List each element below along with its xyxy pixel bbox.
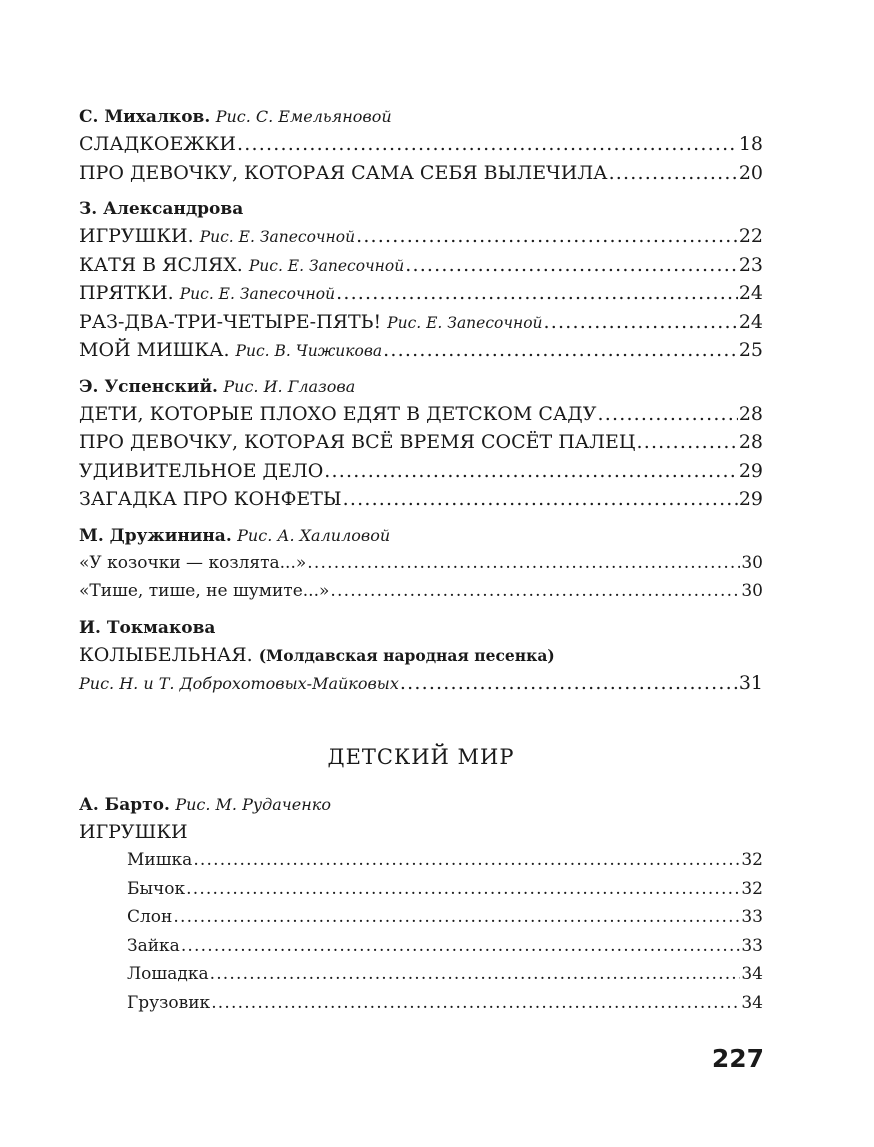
entry-page: 33 bbox=[741, 907, 763, 927]
entry-illustrator: Рис. Е. Запесочной bbox=[179, 285, 336, 303]
author-line bbox=[79, 104, 763, 130]
entry-title: РАЗ-ДВА-ТРИ-ЧЕТЫРЕ-ПЯТЬ! bbox=[79, 310, 382, 333]
entry-page: 33 bbox=[741, 935, 763, 956]
dot-leader bbox=[336, 279, 738, 308]
entry-title: СЛАДКОЕЖКИ bbox=[79, 133, 237, 155]
dot-leader bbox=[186, 875, 740, 904]
author-line bbox=[79, 196, 763, 222]
dot-leader bbox=[211, 989, 740, 1018]
entry-page: 29 bbox=[738, 459, 763, 482]
author-line bbox=[79, 523, 763, 549]
dot-leader bbox=[210, 960, 741, 989]
toc-entry[interactable] bbox=[79, 875, 763, 904]
toc-entry[interactable] bbox=[79, 222, 763, 251]
author-line bbox=[79, 615, 763, 641]
illustrator: Рис. С. Емельяновой bbox=[215, 107, 392, 126]
table-of-contents bbox=[79, 104, 763, 1026]
dot-leader bbox=[597, 400, 737, 429]
author-name: И. Токмакова bbox=[79, 617, 216, 638]
entry-title: Зайка bbox=[127, 935, 180, 956]
author-name: З. Александрова bbox=[79, 199, 244, 219]
toc-group-uspensky bbox=[79, 374, 763, 514]
entry-page: 23 bbox=[738, 253, 763, 276]
entry-page: 30 bbox=[741, 552, 763, 573]
toc-entry[interactable] bbox=[79, 846, 763, 875]
dot-leader bbox=[544, 308, 738, 337]
toc-entry[interactable] bbox=[79, 279, 763, 308]
entry-title-wrap bbox=[79, 251, 404, 281]
entry-title: ЗАГАДКА ПРО КОНФЕТЫ bbox=[79, 488, 342, 510]
entry-page: 31 bbox=[738, 672, 763, 694]
entry-page: 28 bbox=[738, 402, 763, 425]
entry-title: ПРЯТКИ. bbox=[79, 282, 174, 304]
toc-group-barto bbox=[79, 792, 763, 1018]
toc-entry[interactable] bbox=[79, 989, 763, 1018]
entry-illustrator: Рис. Е. Запесочной bbox=[199, 228, 356, 246]
entry-title: Бычок bbox=[127, 878, 186, 899]
toc-entry[interactable] bbox=[79, 669, 763, 698]
dot-leader bbox=[356, 222, 738, 251]
entry-illustrator: Рис. Н. и Т. Доброхотовых-Майковых bbox=[79, 674, 399, 693]
entry-title-wrap bbox=[79, 308, 543, 338]
author-line bbox=[79, 374, 763, 400]
entry-page: 22 bbox=[738, 225, 763, 247]
entry-page: 32 bbox=[741, 878, 763, 899]
entry-title: Слон bbox=[127, 907, 173, 927]
dot-leader bbox=[181, 932, 741, 961]
dot-leader bbox=[307, 549, 740, 578]
toc-entry[interactable] bbox=[79, 577, 763, 606]
toc-entry[interactable] bbox=[79, 130, 763, 159]
entry-illustrator: Рис. В. Чижикова bbox=[235, 342, 383, 360]
entry-page: 24 bbox=[738, 282, 763, 304]
entry-page: 28 bbox=[738, 431, 763, 453]
entry-page: 30 bbox=[741, 581, 763, 601]
entry-title: КАТЯ В ЯСЛЯХ. bbox=[79, 253, 243, 276]
entry-title: Лошадка bbox=[127, 964, 209, 984]
entry-title: УДИВИТЕЛЬНОЕ ДЕЛО bbox=[79, 459, 324, 482]
toc-group-tokmakova bbox=[79, 615, 763, 698]
entry-page: 34 bbox=[741, 964, 763, 984]
dot-leader bbox=[237, 130, 738, 159]
entry-title: КОЛЫБЕЛЬНАЯ. bbox=[79, 643, 253, 666]
dot-leader bbox=[324, 457, 738, 486]
entry-title: ИГРУШКИ. bbox=[79, 225, 194, 247]
entry-illustrator: Рис. Е. Запесочной bbox=[387, 313, 543, 332]
toc-entry[interactable] bbox=[79, 549, 763, 578]
author-name: Э. Успенский. bbox=[79, 376, 218, 397]
entry-title: Мишка bbox=[127, 850, 193, 870]
toc-entry[interactable] bbox=[79, 251, 763, 280]
entry-page: 29 bbox=[738, 488, 763, 510]
toc-entry[interactable] bbox=[79, 336, 763, 365]
entry-page: 24 bbox=[738, 310, 763, 333]
entry-illustrator: Рис. Е. Запесочной bbox=[248, 256, 405, 275]
entry-title-wrap bbox=[79, 222, 355, 252]
toc-entry[interactable] bbox=[79, 308, 763, 337]
entry-title: МОЙ МИШКА. bbox=[79, 339, 230, 361]
author-line bbox=[79, 792, 763, 818]
entry-title: ДЕТИ, КОТОРЫЕ ПЛОХО ЕДЯТ В ДЕТСКОМ САДУ bbox=[79, 402, 597, 425]
entry-title-wrap bbox=[79, 279, 335, 309]
toc-entry[interactable] bbox=[79, 485, 763, 514]
toc-entry[interactable] bbox=[79, 932, 763, 961]
entry-note: (Молдавская народная песенка) bbox=[258, 645, 555, 665]
dot-leader bbox=[400, 669, 738, 698]
toc-entry[interactable] bbox=[79, 400, 763, 429]
dot-leader bbox=[636, 428, 737, 457]
dot-leader bbox=[343, 485, 738, 514]
illustrator: Рис. А. Халиловой bbox=[237, 525, 391, 545]
toc-entry[interactable] bbox=[79, 428, 763, 457]
section-title: ДЕТСКИЙ МИР bbox=[327, 744, 515, 769]
entry-title: ПРО ДЕВОЧКУ, КОТОРАЯ ВСЁ ВРЕМЯ СОСЁТ ПАЛЕЦ bbox=[79, 431, 636, 453]
entry-title: «У козочки — козлята...» bbox=[79, 552, 307, 573]
entry-page: 18 bbox=[738, 133, 763, 155]
toc-entry[interactable] bbox=[79, 159, 763, 188]
page-number: 227 bbox=[711, 1044, 764, 1073]
toc-group-aleksandrova bbox=[79, 196, 763, 365]
author-name: С. Михалков. bbox=[79, 107, 211, 127]
entry-page: 25 bbox=[738, 339, 763, 361]
entry-title: «Тише, тише, не шумите...» bbox=[79, 581, 330, 601]
dot-leader bbox=[330, 577, 740, 606]
entry-title: ПРО ДЕВОЧКУ, КОТОРАЯ САМА СЕБЯ ВЫЛЕЧИЛА bbox=[79, 161, 608, 184]
illustrator: Рис. М. Рудаченко bbox=[175, 794, 331, 814]
entry-page: 34 bbox=[741, 992, 763, 1013]
entry-title: Грузовик bbox=[127, 992, 211, 1013]
dot-leader bbox=[405, 251, 738, 280]
author-name: А. Барто. bbox=[79, 794, 170, 815]
dot-leader bbox=[609, 159, 738, 188]
illustrator: Рис. И. Глазова bbox=[223, 376, 356, 396]
cycle-title[interactable]: ИГРУШКИ bbox=[79, 820, 188, 843]
author-name: М. Дружинина. bbox=[79, 525, 232, 546]
entry-page: 32 bbox=[741, 850, 763, 870]
entry-title-line[interactable] bbox=[79, 641, 763, 670]
toc-entry[interactable] bbox=[79, 960, 763, 989]
toc-entry[interactable] bbox=[79, 457, 763, 486]
entry-title-wrap bbox=[79, 336, 382, 366]
toc-entry[interactable] bbox=[79, 903, 763, 932]
entry-page: 20 bbox=[738, 161, 763, 184]
toc-group-druzhinina bbox=[79, 523, 763, 606]
toc-group-mikhalkov bbox=[79, 104, 763, 187]
dot-leader bbox=[383, 336, 738, 365]
dot-leader bbox=[173, 903, 740, 932]
dot-leader bbox=[193, 846, 740, 875]
